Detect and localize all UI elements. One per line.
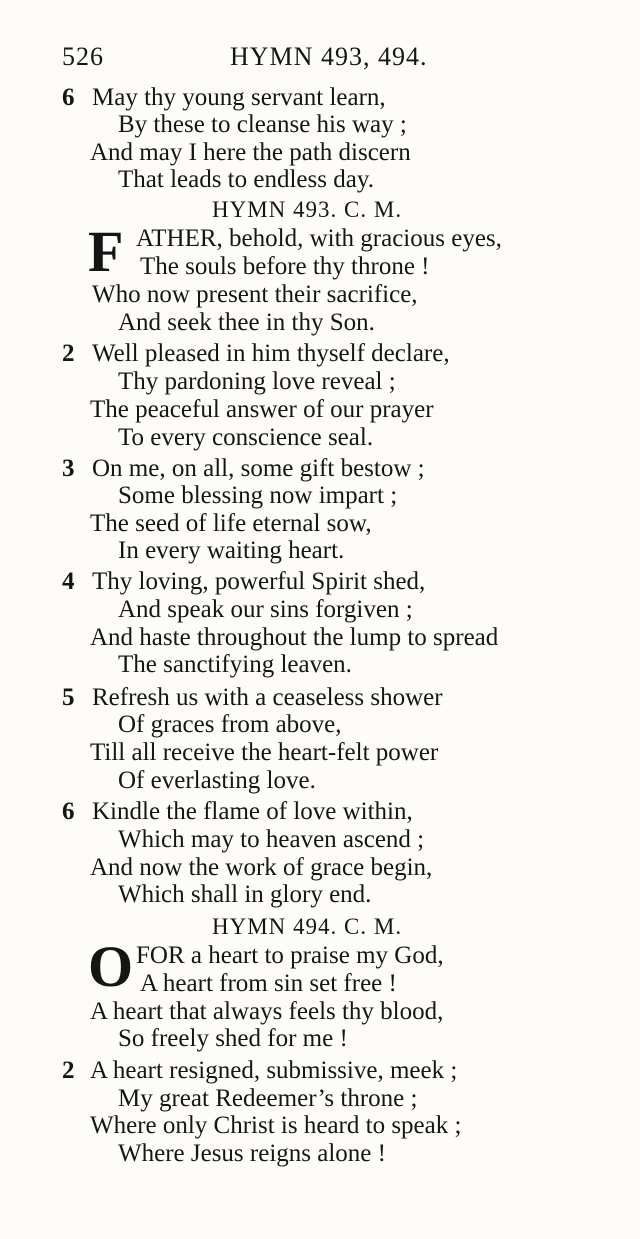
verse-line: Thy pardoning love reveal ; xyxy=(118,368,396,395)
verse-line: Where Jesus reigns alone ! xyxy=(118,1140,386,1167)
verse-line: A heart that always feels thy blood, xyxy=(90,998,444,1025)
verse-line: And speak our sins forgiven ; xyxy=(118,596,413,623)
verse-line: That leads to endless day. xyxy=(118,166,374,193)
page-header xyxy=(62,42,462,78)
verse-line: To every conscience seal. xyxy=(118,424,374,451)
verse-line: By these to cleanse his way ; xyxy=(118,111,407,138)
verse-line: So freely shed for me ! xyxy=(118,1025,348,1052)
stanza-number: 4 xyxy=(62,568,75,595)
verse-line: Which shall in glory end. xyxy=(118,881,372,908)
hymn-494-heading: HYMN 494. C. M. xyxy=(212,914,403,939)
verse-line: And seek thee in thy Son. xyxy=(118,309,375,336)
verse-line: The sanctifying leaven. xyxy=(118,651,352,678)
verse-line: In every waiting heart. xyxy=(118,537,345,564)
verse-line: Which may to heaven ascend ; xyxy=(118,826,425,853)
verse-line: Till all receive the heart-felt power xyxy=(90,739,439,766)
verse-line: Some blessing now impart ; xyxy=(118,482,398,509)
stanza-number: 2 xyxy=(62,340,75,367)
verse-line: Where only Christ is heard to speak ; xyxy=(90,1112,462,1139)
stanza-number: 6 xyxy=(62,798,75,825)
running-title: HYMN 493, 494. xyxy=(230,42,428,71)
verse-line: FOR a heart to praise my God, xyxy=(136,942,444,969)
page-number: 526 xyxy=(62,42,104,71)
stanza-number: 5 xyxy=(62,684,75,711)
verse-line: And may I here the path discern xyxy=(90,139,411,166)
stanza-number: 3 xyxy=(62,455,75,482)
verse-line: Refresh us with a ceaseless shower xyxy=(92,684,443,711)
hymn-493-heading: HYMN 493. C. M. xyxy=(212,197,403,222)
verse-line: Well pleased in him thyself declare, xyxy=(92,340,450,367)
verse-line: A heart resigned, submissive, meek ; xyxy=(90,1057,458,1084)
drop-cap: O xyxy=(88,934,134,999)
verse-line: The seed of life eternal sow, xyxy=(90,510,372,537)
verse-line: ATHER, behold, with gracious eyes, xyxy=(136,225,502,252)
verse-line: Of graces from above, xyxy=(118,711,342,738)
verse-line: Thy loving, powerful Spirit shed, xyxy=(92,568,426,595)
verse-line: On me, on all, some gift bestow ; xyxy=(92,455,425,482)
verse-line: Kindle the flame of love within, xyxy=(92,798,413,825)
verse-line: My great Redeemer’s throne ; xyxy=(118,1085,418,1112)
verse-line: Who now present their sacrifice, xyxy=(92,281,418,308)
stanza-number: 2 xyxy=(62,1057,75,1084)
verse-line: And now the work of grace begin, xyxy=(90,854,433,881)
stanza-number: 6 xyxy=(62,84,75,111)
drop-cap: F xyxy=(88,219,124,284)
verse-line: And haste throughout the lump to spread xyxy=(90,624,499,651)
verse-line: A heart from sin set free ! xyxy=(140,970,397,997)
verse-line: May thy young servant learn, xyxy=(92,84,386,111)
verse-line: The peaceful answer of our prayer xyxy=(90,396,434,423)
verse-line: The souls before thy throne ! xyxy=(140,253,430,280)
verse-line: Of everlasting love. xyxy=(118,767,316,794)
